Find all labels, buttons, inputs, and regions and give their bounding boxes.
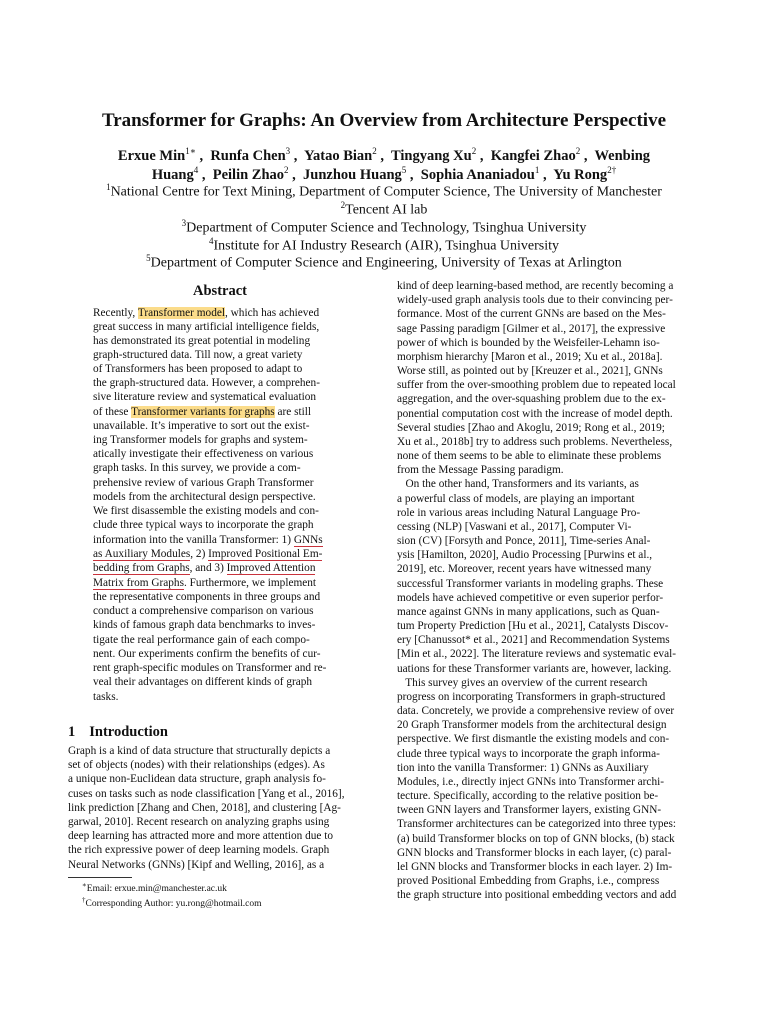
text-line: ponential computation cost with the increase of model depth.: [397, 407, 673, 420]
text-line: the graph structure into positional embedding vectors and add: [397, 889, 677, 902]
text-line: Graph is a kind of data structure that structurally depicts a: [68, 745, 331, 757]
abstract-text: of these: [93, 406, 132, 418]
abstract-line: [93, 577, 347, 590]
author-name: Kangfei Zhao: [490, 147, 576, 164]
abstract-line: kinds of famous graph data benchmarks to inves-: [93, 619, 316, 631]
author-sup: 5: [401, 165, 407, 175]
author-name: Sophia Ananiadou: [420, 166, 535, 183]
text-line: 2019], etc. Moreover, recent years have witnessed many: [397, 563, 652, 576]
author-sup: 2: [284, 165, 289, 175]
author-name: Wenbing: [594, 147, 651, 164]
abstract-line: has demonstrated its great potential in modeling: [93, 335, 311, 347]
author-name: Runfa Chen: [210, 147, 286, 164]
abstract-text: information into the vanilla Transformer: 1): [93, 534, 294, 546]
abstract-line: tigate the real performance gain of each compo-: [93, 634, 310, 646]
author-name: Tingyang Xu: [390, 147, 472, 164]
abstract-line: graph-structured data. Till now, a great variety: [93, 349, 303, 361]
footnote-sup: †: [82, 896, 86, 904]
abstract-line: ing Transformer models for graphs and system-: [93, 434, 308, 446]
text-line: On the other hand, Transformers and its variants, as: [397, 478, 639, 491]
text-line: GNN blocks and Transformer blocks in each layer, (c) paral-: [397, 846, 672, 859]
text-line: power of which is bounded by the Weisfeiler-Lehamn iso-: [397, 336, 660, 349]
text-line: tum Property Prediction [Hu et al., 2021], Catalysts Discov-: [397, 620, 669, 633]
footnote-text: Corresponding Author: yu.rong@hotmail.com: [85, 899, 262, 910]
author-sup: 2†: [607, 165, 617, 175]
abstract-line: [93, 534, 347, 547]
text-line: uations for these Transformer variants are, however, lacking.: [397, 662, 672, 675]
text-line: Modules, i.e., directly inject GNNs into Transformer archi-: [397, 775, 664, 788]
abstract-line: the representative components in three groups and: [93, 591, 321, 603]
author-sup: 1∗: [185, 146, 196, 156]
text-line: from the Message Passing paradigm.: [397, 464, 564, 477]
highlight: Transformer model: [137, 307, 225, 319]
highlight: Transformer variants for graphs: [131, 406, 275, 418]
author-sup: 1: [534, 165, 540, 175]
author-sup: 2: [575, 146, 581, 156]
author-name: Erxue Min: [117, 147, 186, 164]
text-line: set of objects (nodes) with their relationships (edges). As: [68, 759, 325, 772]
text-line: perspective. We first dismantle the existing models and con-: [397, 733, 670, 746]
footnote: [82, 896, 262, 909]
footnote-rule: [68, 877, 132, 878]
text-line: clude three typical ways to incorporate the graph informa-: [397, 747, 660, 760]
text-line: sion (CV) [Forsyth and Ponce, 2011], Time-series Anal-: [397, 535, 651, 548]
text-line: garwal, 2010]. Recent research on analyzing graphs using: [68, 816, 330, 828]
abstract-line: [93, 548, 347, 561]
footnote: [82, 881, 227, 894]
underline: Improved Positional Em-: [208, 548, 323, 560]
text-line: suffer from the over-smoothing problem due to repeated local: [397, 379, 676, 392]
paper-title: Transformer for Graphs: An Overview from Architecture Perspective: [101, 110, 667, 131]
text-line: lel GNN blocks and Transformer blocks in each layer. 2) Im-: [397, 860, 673, 873]
abstract-line: the graph-structured data. However, a comprehen-: [93, 377, 320, 389]
abstract-text: Recently,: [93, 307, 138, 319]
underline: GNNs: [293, 534, 323, 546]
abstract-heading: Abstract: [193, 283, 247, 299]
text-line: the rich expressive power of deep learning models. Graph: [68, 844, 330, 857]
text-line: data. Concretely, we provide a comprehensive review of over: [397, 705, 675, 718]
text-line: morphism hierarchy [Maron et al., 2019; Xu et al., 2018a].: [397, 350, 663, 363]
author-name: Huang: [151, 166, 194, 183]
abstract-text: are still: [274, 406, 312, 418]
text-line: cessing (NLP) [Vaswani et al., 2017], Computer Vi-: [397, 520, 632, 533]
text-line: mance against GNNs in many applications, such as Quan-: [397, 605, 660, 618]
underline: as Auxiliary Modules: [93, 548, 191, 560]
section-number: 1: [68, 724, 76, 740]
abstract-line: nent. Our experiments confirm the benefits of cur-: [93, 648, 321, 660]
text-line: aggregation, and the over-squashing problem due to the ex-: [397, 393, 666, 406]
abstract-line: [93, 307, 347, 320]
affiliation-text: Department of Computer Science and Technology, Tsinghua University: [186, 220, 587, 236]
author-name: Yatao Bian: [304, 147, 373, 164]
text-line: a unique non-Euclidean data structure, graph analysis fo-: [68, 773, 326, 786]
author-sup: 3: [285, 146, 291, 156]
text-line: none of them seems to be able to eliminate these problems: [397, 450, 662, 463]
abstract-line: graph tasks. In this survey, we provide a com-: [93, 462, 301, 474]
affiliation-sup: 4: [208, 236, 214, 246]
abstract-line: unavailable. It’s imperative to sort out the exist-: [93, 420, 310, 432]
text-line: cuses on tasks such as node classification [Yang et al., 2016],: [68, 787, 345, 800]
abstract-line: of Transformers has been proposed to adapt to: [93, 363, 303, 375]
text-line: widely-used graph analysis tools due to their convincing per-: [397, 294, 673, 307]
text-line: 20 Graph Transformer models from the architectural design: [397, 719, 667, 732]
text-line: tween GNN layers and Transformer layers, existing GNN-: [397, 804, 662, 817]
text-line: Several studies [Zhao and Akoglu, 2019; Rong et al., 2019;: [397, 421, 665, 434]
text-line: a powerful class of models, are playing an important: [397, 492, 635, 505]
affiliation-text: Institute for AI Industry Research (AIR), Tsinghua University: [213, 238, 560, 254]
footnote-sup: ∗: [82, 881, 87, 889]
author-line-1: Erxue Min$^{1∗}$ , Runfa Chen$^3$ , Yatao Bian$^2$ , Tingyang Xu$^2$ , Kangfei Zhao$^2$ , Wenbing: [117, 146, 651, 164]
abstract-line: atically investigate their effectiveness on various: [93, 448, 314, 460]
abstract-line: great success in many artificial intelligence fields,: [93, 321, 320, 333]
author-sup: 4: [193, 165, 199, 175]
affiliation-sup: 2: [340, 200, 346, 210]
abstract-line: [93, 406, 347, 419]
text-line: proved Positional Embedding from Graphs, i.e., compress: [397, 875, 660, 888]
underline: Improved Attention: [226, 562, 316, 574]
section-heading: [68, 724, 168, 741]
text-line: deep learning has attracted more and more attention due to: [68, 830, 334, 843]
text-line: Worse still, as pointed out by [Kreuzer et al., 2021], GNNs: [397, 365, 663, 378]
affiliation-sup: 1: [106, 182, 111, 192]
abstract-line: We first disassemble the existing models and con-: [93, 505, 319, 517]
abstract-line: sive literature review and systematical evaluation: [93, 391, 317, 403]
text-line: Xu et al., 2018b] try to address such problems. Nevertheless,: [397, 435, 673, 448]
text-line: models have achieved competitive or even superior perfor-: [397, 591, 664, 604]
text-line: kind of deep learning-based method, are recently becoming a: [397, 280, 674, 292]
section-title: Introduction: [89, 724, 168, 740]
footnote-text: Email: erxue.min@manchester.ac.uk: [86, 884, 227, 895]
underline: bedding from Graphs: [93, 562, 190, 574]
text-line: This survey gives an overview of the current research: [397, 676, 648, 689]
affiliation-sup: 3: [181, 218, 187, 228]
abstract-line: conduct a comprehensive comparison on various: [93, 605, 314, 617]
text-line: Transformer architectures can be categorized into three types:: [397, 818, 677, 831]
text-line: Neural Networks (GNNs) [Kipf and Welling, 2016], as a: [68, 858, 325, 871]
text-line: progress on incorporating Transformers in graph-structured: [397, 690, 666, 703]
text-line: ery [Chanussot* et al., 2021] and Recommendation Systems: [397, 634, 670, 647]
author-name: Yu Rong: [553, 166, 608, 183]
abstract-line: [93, 562, 347, 575]
abstract-line: prehensive review of various Graph Transformer: [93, 477, 314, 489]
abstract-text: . Furthermore, we implement: [183, 577, 317, 589]
text-line: (a) build Transformer blocks on top of GNN blocks, (b) stack: [397, 832, 675, 845]
abstract-line: rent graph-specific modules on Transformer and re-: [93, 662, 327, 674]
author-sup: 2: [471, 146, 477, 156]
abstract-line: veal their advantages on different kinds of graph: [93, 676, 313, 688]
text-line: role in various areas including Natural Language Pro-: [397, 506, 641, 519]
text-line: successful Transformer variants in modeling graphs. These: [397, 577, 664, 590]
text-line: tecture. Specifically, according to the relative position be-: [397, 790, 659, 803]
underline: Matrix from Graphs: [93, 577, 184, 589]
text-line: [Min et al., 2022]. The literature reviews and systematic eval-: [397, 648, 676, 661]
author-name: Junzhou Huang: [303, 166, 402, 183]
author-line-2: Huang$^4$ , Peilin Zhao$^2$ , Junzhou Huang$^5$ , Sophia Ananiadou$^1$ , Yu Rong$^{2\dagger}$: [151, 165, 617, 183]
abstract-text: , and 3): [189, 562, 227, 574]
affiliation-text: National Centre for Text Mining, Department of Computer Science, The University of Manchester: [110, 184, 662, 200]
abstract-line: models from the architectural design perspective.: [93, 491, 316, 503]
affiliation-text: Department of Computer Science and Engineering, University of Texas at Arlington: [150, 255, 622, 271]
affiliation: [0, 249, 768, 273]
text-line: formance. Most of the current GNNs are based on the Mes-: [397, 308, 666, 321]
affiliation-text: Tencent AI lab: [345, 202, 428, 218]
text-line: ysis [Hamilton, 2020], Audio Processing [Purwins et al.,: [397, 549, 653, 562]
abstract-text: , which has achieved: [225, 307, 320, 319]
affiliation-sup: 5: [146, 253, 151, 263]
abstract-line: tasks.: [93, 691, 119, 703]
text-line: tion into the vanilla Transformer: 1) GNNs as Auxiliary: [397, 761, 649, 774]
text-line: sage Passing paradigm [Gilmer et al., 2017], the expressive: [397, 322, 666, 335]
abstract-text: , 2): [190, 548, 209, 560]
abstract-line: clude three typical ways to incorporate the graph: [93, 519, 314, 531]
author-name: Peilin Zhao: [212, 166, 285, 183]
text-line: link prediction [Zhang and Chen, 2018], and clustering [Ag-: [68, 801, 341, 814]
author-sup: 2: [372, 146, 377, 156]
